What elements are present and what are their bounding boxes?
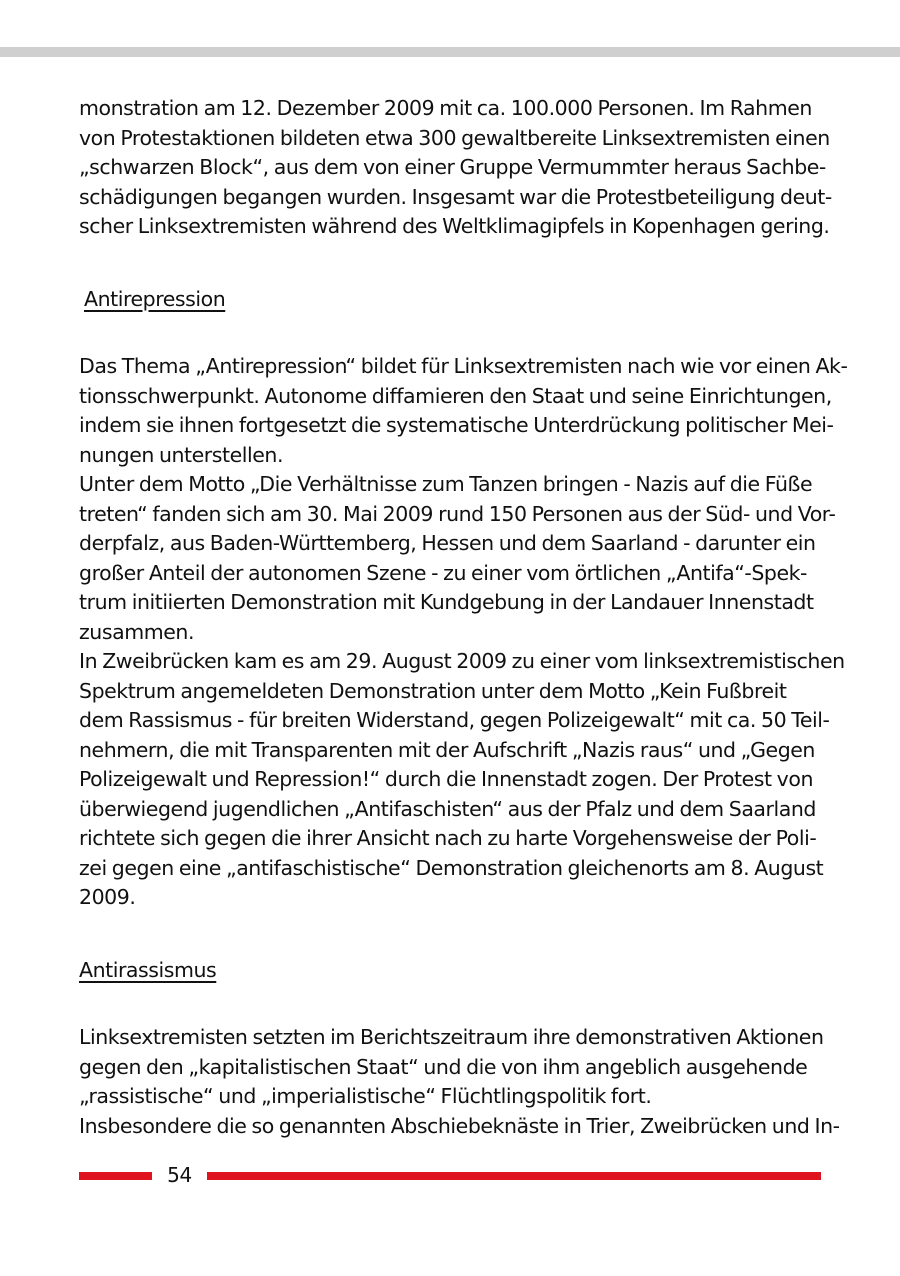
text-line: tionsschwerpunkt. Autonome diffamieren den Staat und seine Einrichtungen, bbox=[79, 383, 832, 408]
text-line: scher Linksextremisten während des Weltklimagipfels in Kopenhagen gering. bbox=[79, 214, 830, 238]
text-line: indem sie ihnen fortgesetzt die systematische Unterdrückung politischer Mei- bbox=[79, 413, 834, 437]
text-line: 2009. bbox=[79, 885, 136, 909]
text-line: Polizeigewalt und Repression!“ durch die Innenstadt zogen. Der Protest von bbox=[79, 767, 813, 791]
antirassismus-paragraph bbox=[79, 1023, 839, 1141]
intro-paragraph bbox=[79, 94, 839, 242]
text-line: gegen den „kapitalistischen Staat“ und die von ihm angeblich ausgehende bbox=[79, 1054, 808, 1079]
text-line: Unter dem Motto „Die Verhältnisse zum Tanzen bringen - Nazis auf die Füße bbox=[79, 472, 813, 496]
page-number: 54 bbox=[167, 1163, 192, 1187]
text-line: In Zweibrücken kam es am 29. August 2009 zu einer vom linksextremistischen bbox=[79, 649, 845, 673]
footer-bar-right bbox=[207, 1172, 821, 1180]
text-line: überwiegend jugendlichen „Antifaschisten“ aus der Pfalz und dem Saarland bbox=[79, 796, 816, 821]
text-line: von Protestaktionen bildeten etwa 300 gewaltbereite Linksextremisten einen bbox=[79, 125, 830, 150]
text-line: Linksextremisten setzten im Berichtszeitraum ihre demonstrativen Aktionen bbox=[79, 1025, 824, 1049]
section-heading-antirepression: Antirepression bbox=[84, 286, 226, 311]
text-line: zei gegen eine „antifaschistische“ Demonstration gleichenorts am 8. August bbox=[79, 855, 824, 880]
top-rule bbox=[0, 47, 900, 57]
text-line: „schwarzen Block“, aus dem von einer Gruppe Vermummter heraus Sachbe- bbox=[79, 155, 826, 179]
text-line: Das Thema „Antirepression“ bildet für Linksextremisten nach wie vor einen Ak- bbox=[79, 354, 848, 378]
text-line: monstration am 12. Dezember 2009 mit ca. 100.000 Personen. Im Rahmen bbox=[79, 96, 812, 120]
text-line: schädigungen begangen wurden. Insgesamt war die Protestbeteiligung deut- bbox=[79, 184, 832, 209]
antirepression-paragraphs bbox=[79, 352, 848, 913]
page-footer bbox=[79, 1160, 821, 1190]
text-line: nehmern, die mit Transparenten mit der Aufschrift „Nazis raus“ und „Gegen bbox=[79, 737, 815, 762]
page-content bbox=[79, 94, 848, 1141]
text-line: zusammen. bbox=[79, 619, 195, 644]
text-line: treten“ fanden sich am 30. Mai 2009 rund 150 Personen aus der Süd- und Vor- bbox=[79, 501, 836, 526]
text-line: Spektrum angemeldeten Demonstration unter dem Motto „Kein Fußbreit bbox=[79, 678, 787, 703]
text-line: großer Anteil der autonomen Szene - zu einer vom örtlichen „Antifa“-Spek- bbox=[79, 560, 808, 585]
text-line: trum initiierten Demonstration mit Kundgebung in der Landauer Innenstadt bbox=[79, 590, 814, 614]
section-heading-antirassismus: Antirassismus bbox=[79, 957, 217, 982]
text-line: dem Rassismus - für breiten Widerstand, gegen Polizeigewalt“ mit ca. 50 Teil- bbox=[79, 708, 830, 732]
footer-bar-left bbox=[79, 1172, 152, 1180]
text-line: derpfalz, aus Baden-Württemberg, Hessen und dem Saarland - darunter ein bbox=[79, 531, 816, 555]
text-line: „rassistische“ und „imperialistische“ Flüchtlingspolitik fort. bbox=[79, 1084, 652, 1108]
text-line: richtete sich gegen die ihrer Ansicht nach zu harte Vorgehensweise der Poli- bbox=[79, 826, 817, 850]
text-line: nungen unterstellen. bbox=[79, 442, 284, 467]
text-line: Insbesondere die so genannten Abschiebeknäste in Trier, Zweibrücken und In- bbox=[79, 1113, 840, 1138]
